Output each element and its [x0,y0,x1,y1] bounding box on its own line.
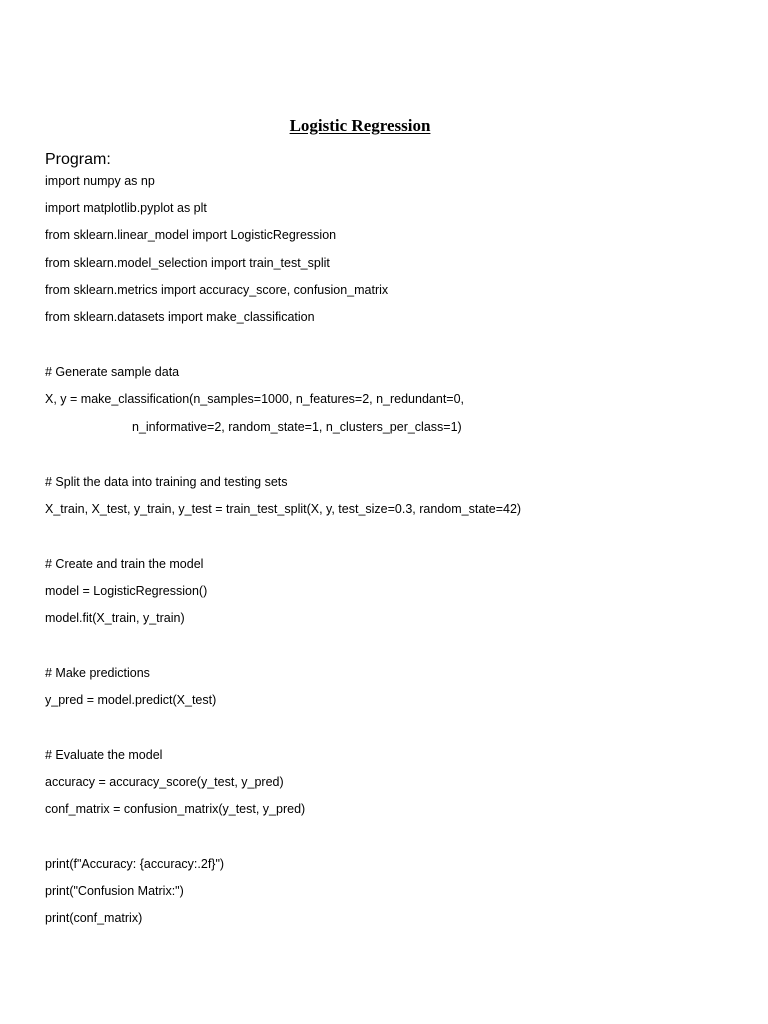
code-comment: # Create and train the model [45,557,204,571]
code-line: X_train, X_test, y_train, y_test = train_test_split(X, y, test_size=0.3, random_state=42) [45,502,522,516]
code-comment: # Make predictions [45,666,150,680]
code-line: print("Confusion Matrix:") [45,884,184,898]
code-line: print(f"Accuracy: {accuracy:.2f}") [45,857,225,871]
code-comment: # Generate sample data [45,365,180,379]
code-comment: # Split the data into training and testing sets [45,475,288,489]
code-line: print(conf_matrix) [45,911,143,925]
code-line: y_pred = model.predict(X_test) [45,693,217,707]
code-line: from sklearn.model_selection import train_test_split [45,256,330,270]
document-title: Logistic Regression [289,116,431,135]
code-line: from sklearn.metrics import accuracy_score, confusion_matrix [45,283,389,297]
code-line: accuracy = accuracy_score(y_test, y_pred) [45,775,284,789]
code-line: import numpy as np [45,174,155,188]
code-line: model = LogisticRegression() [45,584,208,598]
code-line: from sklearn.datasets import make_classification [45,310,315,324]
code-line: conf_matrix = confusion_matrix(y_test, y_pred) [45,802,306,816]
code-line: import matplotlib.pyplot as plt [45,201,207,215]
code-line: model.fit(X_train, y_train) [45,611,185,625]
code-comment: # Evaluate the model [45,748,163,762]
code-line-continuation: n_informative=2, random_state=1, n_clusters_per_class=1) [132,420,462,434]
program-heading: Program: [45,151,111,168]
code-line: from sklearn.linear_model import LogisticRegression [45,228,337,242]
code-line: X, y = make_classification(n_samples=1000, n_features=2, n_redundant=0, [45,392,465,406]
